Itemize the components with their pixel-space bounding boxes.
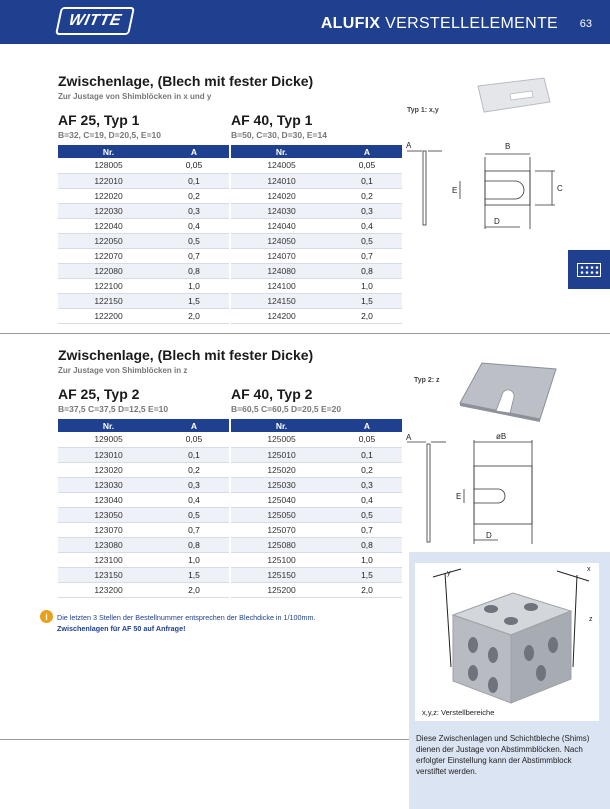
table-row <box>231 462 402 477</box>
order-number-cell: 122100 <box>58 278 159 293</box>
table-row <box>58 233 229 248</box>
order-number-cell: 125010 <box>231 447 332 462</box>
thickness-cell: 0,2 <box>159 188 229 203</box>
order-number-cell: 122040 <box>58 218 159 233</box>
table-row <box>58 567 229 582</box>
order-number-cell: 125150 <box>231 567 332 582</box>
witte-logo <box>55 7 135 35</box>
bottom-divider <box>0 739 409 740</box>
thickness-cell: 0,3 <box>159 477 229 492</box>
order-number-cell: 123070 <box>58 522 159 537</box>
table-row <box>231 278 402 293</box>
table-row <box>58 188 229 203</box>
thickness-cell: 1,5 <box>159 293 229 308</box>
thickness-cell: 0,05 <box>332 158 402 173</box>
table-row <box>231 308 402 323</box>
table-row <box>231 507 402 522</box>
thickness-cell: 0,3 <box>159 203 229 218</box>
page-number: 63 <box>579 18 592 30</box>
order-number-cell: 123080 <box>58 537 159 552</box>
table-row <box>58 462 229 477</box>
shim-typ2-drawing <box>402 428 552 548</box>
title-light: VERSTELLELEMENTE <box>385 15 558 32</box>
column-header-a: A <box>332 145 402 158</box>
column-header-nr: Nr. <box>231 145 332 158</box>
table-row <box>58 203 229 218</box>
side-tab[interactable] <box>568 250 610 289</box>
table-af25-typ1 <box>58 145 229 324</box>
thickness-cell: 0,5 <box>159 507 229 522</box>
column-header-a: A <box>332 419 402 432</box>
thickness-cell: 0,2 <box>332 188 402 203</box>
table-af40-typ1-title: AF 40, Typ 1 <box>231 112 313 128</box>
table-af25-typ1-title: AF 25, Typ 1 <box>58 112 140 128</box>
table-row <box>58 158 229 173</box>
order-number-cell: 123150 <box>58 567 159 582</box>
table-af40-typ2-title: AF 40, Typ 2 <box>231 386 313 402</box>
shim-application-photo <box>415 563 599 721</box>
photo-caption: x,y,z: Verstellbereiche <box>422 708 495 717</box>
thickness-cell: 0,1 <box>332 447 402 462</box>
table-af40-typ1 <box>231 145 402 324</box>
table-row <box>231 263 402 278</box>
order-number-cell: 124070 <box>231 248 332 263</box>
table-row <box>231 158 402 173</box>
axis-z-label: z <box>589 616 593 623</box>
order-number-cell: 124100 <box>231 278 332 293</box>
thickness-cell: 0,05 <box>159 432 229 447</box>
table-row <box>58 293 229 308</box>
table-af25-typ2 <box>58 419 229 598</box>
dim-E-typ2: E <box>456 492 462 501</box>
order-number-cell: 124005 <box>231 158 332 173</box>
order-number-cell: 124050 <box>231 233 332 248</box>
order-number-cell: 124080 <box>231 263 332 278</box>
table-row <box>231 492 402 507</box>
dim-D: D <box>494 217 500 226</box>
order-number-cell: 125070 <box>231 522 332 537</box>
table-row <box>58 248 229 263</box>
table-af40-typ2 <box>231 419 402 598</box>
dim-C: C <box>557 184 563 193</box>
order-number-cell: 125080 <box>231 537 332 552</box>
thickness-cell: 2,0 <box>332 308 402 323</box>
thickness-cell: 1,0 <box>332 552 402 567</box>
thickness-cell: 1,5 <box>332 293 402 308</box>
table-row <box>58 522 229 537</box>
note-line-2: Zwischenlagen für AF 50 auf Anfrage! <box>57 624 186 633</box>
thickness-cell: 0,1 <box>159 447 229 462</box>
thickness-cell: 0,5 <box>332 233 402 248</box>
order-number-cell: 123050 <box>58 507 159 522</box>
thickness-cell: 2,0 <box>159 582 229 597</box>
order-number-cell: 129005 <box>58 432 159 447</box>
shim-block-icon <box>577 263 601 277</box>
thickness-cell: 1,5 <box>159 567 229 582</box>
dim-D-typ2: D <box>486 531 492 540</box>
thickness-cell: 0,05 <box>159 158 229 173</box>
order-number-cell: 124030 <box>231 203 332 218</box>
column-header-nr: Nr. <box>231 419 332 432</box>
thickness-cell: 0,3 <box>332 203 402 218</box>
table-row <box>58 492 229 507</box>
order-number-cell: 124150 <box>231 293 332 308</box>
table-row <box>231 188 402 203</box>
catalog-section-title <box>321 15 558 33</box>
thickness-cell: 0,7 <box>332 522 402 537</box>
info-icon: i <box>40 610 53 623</box>
page-header <box>0 0 610 44</box>
order-number-cell: 122080 <box>58 263 159 278</box>
table-row <box>58 263 229 278</box>
table-row <box>58 552 229 567</box>
aluminium-block-illustration <box>415 563 599 721</box>
column-header-a: A <box>159 145 229 158</box>
thickness-cell: 0,5 <box>332 507 402 522</box>
thickness-cell: 0,3 <box>332 477 402 492</box>
column-header-nr: Nr. <box>58 145 159 158</box>
table-row <box>58 507 229 522</box>
figure1-label: Typ 1: x,y <box>407 107 439 114</box>
table-header-row <box>58 419 229 432</box>
thickness-cell: 0,2 <box>332 462 402 477</box>
table-af25-typ2-dims: B=37,5 C=37,5 D=12,5 E=10 <box>58 404 169 414</box>
axis-y-label: y <box>447 570 451 577</box>
table-header-row <box>58 145 229 158</box>
shim-typ1-drawing <box>402 137 572 242</box>
shim-typ1-photo <box>470 72 552 118</box>
order-number-cell: 122010 <box>58 173 159 188</box>
table-row <box>231 203 402 218</box>
table-row <box>58 477 229 492</box>
order-number-cell: 122150 <box>58 293 159 308</box>
order-number-cell: 122030 <box>58 203 159 218</box>
table-af25-typ2-title: AF 25, Typ 2 <box>58 386 140 402</box>
order-number-cell: 125040 <box>231 492 332 507</box>
table-row <box>58 537 229 552</box>
order-number-cell: 123200 <box>58 582 159 597</box>
section2-title: Zwischenlage, (Blech mit fester Dicke) <box>58 347 314 363</box>
dim-B: B <box>505 142 511 151</box>
order-number-cell: 123040 <box>58 492 159 507</box>
table-row <box>231 537 402 552</box>
order-number-cell: 124040 <box>231 218 332 233</box>
table-row <box>231 582 402 597</box>
table-row <box>231 477 402 492</box>
thickness-cell: 0,5 <box>159 233 229 248</box>
order-number-cell: 125200 <box>231 582 332 597</box>
order-number-cell: 123100 <box>58 552 159 567</box>
thickness-cell: 0,05 <box>332 432 402 447</box>
section-divider <box>0 333 610 334</box>
order-number-cell: 125100 <box>231 552 332 567</box>
thickness-cell: 0,7 <box>159 248 229 263</box>
dim-A: A <box>406 141 412 150</box>
dim-A-typ2: A <box>406 433 412 442</box>
order-number-cell: 122200 <box>58 308 159 323</box>
table-row <box>58 432 229 447</box>
table-af40-typ1-dims: B=50, C=30, D=30, E=14 <box>231 130 327 140</box>
shim-typ2-photo <box>452 355 562 427</box>
order-number-cell: 123020 <box>58 462 159 477</box>
section2-subtitle: Zur Justage von Shimblöcken in z <box>58 366 188 375</box>
order-number-cell: 122070 <box>58 248 159 263</box>
table-row <box>58 278 229 293</box>
table-af25-typ1-dims: B=32, C=19, D=20,5, E=10 <box>58 130 162 140</box>
thickness-cell: 1,0 <box>332 278 402 293</box>
order-number-cell: 123030 <box>58 477 159 492</box>
table-row <box>231 567 402 582</box>
table-row <box>231 293 402 308</box>
table-af40-typ2-dims: B=60,5 C=60,5 D=20,5 E=20 <box>231 404 342 414</box>
thickness-cell: 0,4 <box>159 218 229 233</box>
thickness-cell: 0,8 <box>159 537 229 552</box>
thickness-cell: 1,0 <box>159 278 229 293</box>
thickness-cell: 0,8 <box>332 537 402 552</box>
order-number-cell: 128005 <box>58 158 159 173</box>
thickness-cell: 0,4 <box>332 492 402 507</box>
table-row <box>231 233 402 248</box>
note-line-1: Die letzten 3 Stellen der Bestellnummer entsprechen der Blechdicke in 1/100mm. <box>57 613 316 622</box>
order-number-cell: 123010 <box>58 447 159 462</box>
thickness-cell: 1,5 <box>332 567 402 582</box>
axis-x-label: x <box>587 566 591 573</box>
order-number-cell: 125020 <box>231 462 332 477</box>
table-row <box>58 447 229 462</box>
logo-text: WITTE <box>67 12 124 29</box>
table-row <box>231 447 402 462</box>
order-number-cell: 125050 <box>231 507 332 522</box>
table-row <box>231 218 402 233</box>
thickness-cell: 0,4 <box>159 492 229 507</box>
thickness-cell: 0,7 <box>332 248 402 263</box>
order-number-cell: 125005 <box>231 432 332 447</box>
table-row <box>231 173 402 188</box>
info-panel-text: Diese Zwischenlagen und Schichtbleche (Shims) dienen der Justage von Abstimmblöcken. Nach erfolgter Einstellung kann der Abstimmblock verstiftet werden. <box>416 734 590 776</box>
title-bold: ALUFIX <box>320 15 381 32</box>
dim-B-typ2: øB <box>496 432 507 441</box>
thickness-cell: 0,8 <box>332 263 402 278</box>
thickness-cell: 0,1 <box>332 173 402 188</box>
table-row <box>231 522 402 537</box>
table-row <box>58 173 229 188</box>
order-number-note <box>57 612 315 634</box>
table-header-row <box>231 145 402 158</box>
table-row <box>58 582 229 597</box>
order-number-cell: 124200 <box>231 308 332 323</box>
thickness-cell: 0,2 <box>159 462 229 477</box>
figure2-label: Typ 2: z <box>414 377 440 384</box>
section1-subtitle: Zur Justage von Shimblöcken in x und y <box>58 92 212 101</box>
thickness-cell: 1,0 <box>159 552 229 567</box>
thickness-cell: 2,0 <box>332 582 402 597</box>
table-row <box>231 248 402 263</box>
column-header-nr: Nr. <box>58 419 159 432</box>
table-row <box>231 552 402 567</box>
order-number-cell: 124020 <box>231 188 332 203</box>
order-number-cell: 122050 <box>58 233 159 248</box>
order-number-cell: 122020 <box>58 188 159 203</box>
thickness-cell: 0,7 <box>159 522 229 537</box>
dim-E: E <box>452 186 458 195</box>
thickness-cell: 0,8 <box>159 263 229 278</box>
column-header-a: A <box>159 419 229 432</box>
order-number-cell: 125030 <box>231 477 332 492</box>
table-row <box>58 218 229 233</box>
thickness-cell: 2,0 <box>159 308 229 323</box>
table-row <box>231 432 402 447</box>
order-number-cell: 124010 <box>231 173 332 188</box>
table-header-row <box>231 419 402 432</box>
thickness-cell: 0,1 <box>159 173 229 188</box>
thickness-cell: 0,4 <box>332 218 402 233</box>
table-row <box>58 308 229 323</box>
section1-title: Zwischenlage, (Blech mit fester Dicke) <box>58 73 314 89</box>
